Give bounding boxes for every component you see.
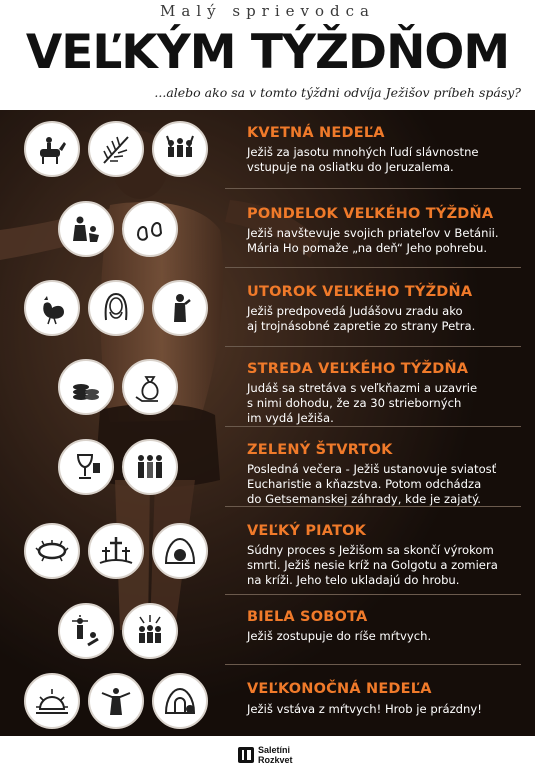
feet-icon [122, 201, 178, 257]
kicker: Malý sprievodca [160, 2, 375, 20]
day-row-holy-monday [0, 189, 535, 268]
money-bag-icon [122, 359, 178, 415]
day-title: BIELA SOBOTA [247, 609, 368, 625]
description-line: Mária Ho pomaže „na deň“ Jeho pohrebu. [247, 241, 488, 255]
content-panel [0, 110, 535, 736]
risen-christ-icon [88, 673, 144, 729]
day-description [247, 381, 527, 426]
souls-icon [122, 603, 178, 659]
peter-denial-icon [152, 280, 208, 336]
saletini-logo-icon [238, 747, 254, 763]
anointing-icon [58, 201, 114, 257]
page-subtitle: ...alebo ako sa v tomto týždni odvíja Ježišov príbeh spásy? [154, 85, 521, 100]
day-description [247, 629, 527, 644]
palm-branch-icon [88, 121, 144, 177]
description-line: do Getsemanskej záhrady, kde je zajatý. [247, 492, 481, 506]
description-line: vstupuje na osliatku do Jeruzalema. [247, 160, 454, 174]
day-row-holy-wednesday [0, 347, 535, 427]
page-title: VEĽKÝM TÝŽDŇOM [25, 25, 510, 80]
day-row-holy-saturday [0, 595, 535, 665]
description-line: Judáš sa stretáva s veľkňazmi a uzavrie [247, 381, 478, 395]
donkey-icon [24, 121, 80, 177]
description-line: s nimi dohodu, že za 30 strieborných [247, 396, 462, 410]
three-crosses-icon [88, 523, 144, 579]
day-description [247, 462, 527, 507]
brand-line: Rozkvet [258, 755, 293, 765]
day-title: UTOROK VEĽKÉHO TÝŽDŇA [247, 284, 473, 300]
sunrise-icon [24, 673, 80, 729]
day-title: VEĽKÝ PIATOK [247, 523, 367, 539]
day-row-good-friday [0, 507, 535, 595]
description-line: Ježiš predpovedá Judášovu zradu ako [247, 304, 463, 318]
day-description [247, 145, 527, 175]
brand-line: Saletíni [258, 745, 291, 755]
description-line: Posledná večera - Ježiš ustanovuje sviatosť [247, 462, 497, 476]
day-title: ZELENÝ ŠTVRTOK [247, 442, 393, 458]
day-row-palm-sunday [0, 110, 535, 189]
empty-tomb-icon [152, 673, 208, 729]
descent-icon [58, 603, 114, 659]
crowd-icon [152, 121, 208, 177]
description-line: Ježiš navštevuje svojich priateľov v Betánii. [247, 226, 499, 240]
chalice-icon [58, 439, 114, 495]
description-line: Súdny proces s Ježišom sa skončí výrokom [247, 543, 494, 557]
day-description [247, 702, 527, 717]
description-line: im vydá Ježiša. [247, 411, 334, 425]
jesus-face-icon [88, 280, 144, 336]
day-row-holy-tuesday [0, 268, 535, 347]
description-line: Eucharistie a kňazstva. Potom odchádza [247, 477, 482, 491]
day-row-holy-thursday [0, 427, 535, 507]
day-title: PONDELOK VEĽKÉHO TÝŽDŇA [247, 206, 494, 222]
rooster-icon [24, 280, 80, 336]
day-description [247, 226, 527, 256]
tomb-icon [152, 523, 208, 579]
brand-name [258, 745, 293, 765]
day-title: STREDA VEĽKÉHO TÝŽDŇA [247, 361, 469, 377]
description-line: Ježiš zostupuje do ríše mŕtvych. [247, 629, 432, 643]
arrest-icon [122, 439, 178, 495]
day-row-easter-sunday [0, 665, 535, 736]
description-line: na kríži. Jeho telo ukladajú do hrobu. [247, 573, 460, 587]
crown-of-thorns-icon [24, 523, 80, 579]
day-title: KVETNÁ NEDEĽA [247, 125, 385, 141]
description-line: smrti. Ježiš nesie kríž na Golgotu a zomiera [247, 558, 498, 572]
description-line: Ježiš vstáva z mŕtvych! Hrob je prázdny! [247, 702, 482, 716]
day-description [247, 304, 527, 334]
day-description [247, 543, 527, 588]
footer [0, 741, 535, 768]
description-line: aj trojnásobné zapretie zo strany Petra. [247, 319, 476, 333]
coins-icon [58, 359, 114, 415]
description-line: Ježiš za jasotu mnohých ľudí slávnostne [247, 145, 479, 159]
day-title: VEĽKONOČNÁ NEDEĽA [247, 681, 432, 697]
